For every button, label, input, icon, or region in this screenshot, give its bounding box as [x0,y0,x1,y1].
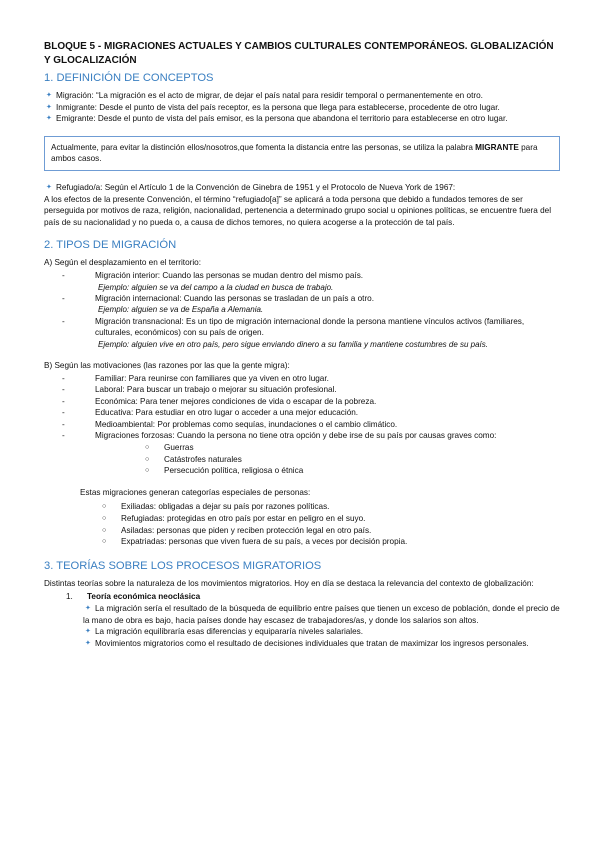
list-item [44,270,560,293]
category-text: Refugiadas: protegidas en otro país por estar en peligro en el suyo. [121,514,366,524]
dash-bullet-icon: - [62,419,65,429]
refugiado-definition: A los efectos de la presente Convención, el término “refugiado[a]” se aplicará a toda persona que debido a fundados temores de ser perseguida por motivos de raza, religión, nacionalidad, pertenencia a determinado grupo social u opiniones políticas, se encuentre fuera del país de su nacionalidad y no pueda o, a causa de dichos temores, no quiera acogerse a la protección de tal país. [44,194,552,227]
item-term: Educativa: [95,408,134,418]
item-term: Familiar: [95,373,127,383]
definition-text: “La migración es el acto de migrar, de dejar el país natal para residir temporal o permanentemente en otro. [93,91,483,100]
diamond-bullet-icon: ✦ [46,115,52,123]
section-3-intro: Distintas teorías sobre la naturaleza de los movimientos migratorios. Hoy en día se destaca la relevancia del contexto de globalización: [44,578,534,588]
definition-item [44,113,560,125]
diamond-bullet-icon: ✦ [46,92,52,99]
box-tail: para ambos casos. [51,142,538,164]
definition-text: Desde el punto de vista del país emisor, es la persona que abandona el territorio para establecerse en otro lugar. [95,114,508,124]
subsection-b-label: B) Según las motivaciones (las razones por las que la gente migra): [44,360,290,370]
definition-text: Desde el punto de vista del país receptor, es la persona que llega para establecerse, procedente de otro lugar. [96,102,500,112]
list-item [44,407,560,419]
refugiado-term: Refugiado/a: [56,182,103,192]
diamond-bullet-icon: ✦ [85,639,91,647]
circle-bullet-icon: ○ [102,503,107,511]
section-1-heading: 1. DEFINICIÓN DE CONCEPTOS [44,72,214,84]
definition-item [44,90,560,102]
item-term: Laboral: [95,385,125,395]
definition-item [44,102,560,114]
category-item [44,536,560,548]
subsection-a-label: A) Según el desplazamiento en el territorio: [44,258,202,268]
theory-title: Teoría económica neoclásica [87,592,201,602]
theory-point-text: La migración sería el resultado de la búsqueda de equilibrio entre países que tienen un exceso de población, donde el precio de la mano de obra es bajo, hacia países donde hay escasez de trabajadores/as, y donde los salarios son altos. [83,604,560,625]
forced-cause [44,454,560,466]
forced-cause-text: Catástrofes naturales [164,454,242,464]
dash-bullet-icon: - [62,293,65,303]
definition-term: Migración: [56,91,94,100]
item-text: Es un tipo de migración internacional donde la persona mantiene vínculos activos (familiares, culturales, económicos) con su país de origen. [95,316,525,338]
theory-number: 1. [66,592,73,602]
category-text: Exiliadas: obligadas a dejar su país por razones políticas. [121,502,330,512]
theory-point [44,626,560,638]
dash-bullet-icon: - [62,316,65,326]
box-bold: MIGRANTE [475,142,519,152]
circle-bullet-icon: ○ [145,455,150,463]
refugiado-item [44,182,560,194]
category-text: Expatriadas: personas que viven fuera de su país, a veces por decisión propia. [121,537,408,547]
item-text: Cuando las personas se mudan dentro del mismo país. [160,270,364,280]
circle-bullet-icon: ○ [102,526,107,534]
circle-bullet-icon: ○ [145,444,150,452]
theory-item [44,591,560,603]
dash-bullet-icon: - [62,396,65,406]
list-item [44,430,560,442]
theory-point-text: La migración equilibraría esas diferencias y equipararía niveles salariales. [95,627,364,637]
item-text: Cuando las personas se trasladan de un país a otro. [181,293,374,303]
diamond-bullet-icon: ✦ [46,183,52,191]
category-item [44,501,560,513]
list-item [44,419,560,431]
category-text: Asiladas: personas que piden y reciben protección legal en otro país. [121,525,372,535]
item-text: Para buscar un trabajo o mejorar su situación profesional. [124,385,337,395]
refugiado-head: Según el Artículo 1 de la Convención de Ginebra de 1951 y el Protocolo de Nueva York de 1967: [102,182,456,192]
section-3-heading: 3. TEORÍAS SOBRE LOS PROCESOS MIGRATORIOS [44,559,322,572]
list-item [44,316,560,350]
theory-point-text: Movimientos migratorios como el resultado de decisiones individuales que tratan de maximizar los ingresos personales. [95,638,529,648]
diamond-bullet-icon: ✦ [85,605,91,613]
diamond-bullet-icon: ✦ [85,628,91,636]
item-text: Para estudiar en otro lugar o acceder a una mejor educación. [133,408,359,418]
categories-intro: Estas migraciones generan categorías especiales de personas: [80,487,311,497]
category-item [44,513,560,525]
item-example: Ejemplo: alguien vive en otro país, pero sigue enviando dinero a su familia y mantiene costumbres de su país. [98,339,488,349]
item-term: Migración internacional: [95,293,182,303]
forced-cause [44,465,560,477]
forced-cause [44,442,560,454]
item-term: Migración interior: [95,270,161,280]
dash-bullet-icon: - [62,373,65,383]
category-item [44,525,560,537]
definition-term: Inmigrante: [56,102,97,112]
dash-bullet-icon: - [62,431,65,441]
list-item [44,384,560,396]
section-2-heading: 2. TIPOS DE MIGRACIÓN [44,239,177,252]
migrante-note-box [44,136,560,171]
item-term: Migraciones forzosas: [95,431,175,441]
document-title: BLOQUE 5 - MIGRACIONES ACTUALES Y CAMBIOS CULTURALES CONTEMPORÁNEOS. GLOBALIZACIÓN Y GLOCALIZACIÓN [44,41,554,66]
theory-point [44,603,560,626]
item-text: Cuando la persona no tiene otra opción y debe irse de su país por causas graves como: [174,431,497,441]
diamond-bullet-icon: ✦ [46,103,52,111]
item-term: Migración transnacional: [95,316,184,326]
item-text: Por problemas como sequías, inundaciones o el cambio climático. [155,419,398,429]
dash-bullet-icon: - [62,270,65,280]
definition-term: Emigrante: [56,114,96,124]
list-item [44,396,560,408]
item-text: Para tener mejores condiciones de vida o escapar de la pobreza. [137,396,377,406]
forced-cause-text: Persecución política, religiosa o étnica [164,466,304,476]
theory-point [44,638,560,650]
list-item [44,373,560,385]
list-item [44,293,560,316]
item-example: Ejemplo: alguien se va del campo a la ciudad en busca de trabajo. [98,282,334,292]
circle-bullet-icon: ○ [102,538,107,546]
forced-cause-text: Guerras [164,443,194,453]
circle-bullet-icon: ○ [145,467,150,475]
item-text: Para reunirse con familiares que ya viven en otro lugar. [126,373,329,383]
item-term: Medioambiental: [95,419,156,429]
box-text: Actualmente, para evitar la distinción ellos/nosotros,que fomenta la distancia entre las personas, se utiliza la palabra [51,142,476,152]
item-term: Económica: [95,396,138,406]
dash-bullet-icon: - [62,385,65,395]
circle-bullet-icon: ○ [102,515,107,523]
dash-bullet-icon: - [62,408,65,418]
item-example: Ejemplo: alguien se va de España a Alemania. [98,305,264,315]
